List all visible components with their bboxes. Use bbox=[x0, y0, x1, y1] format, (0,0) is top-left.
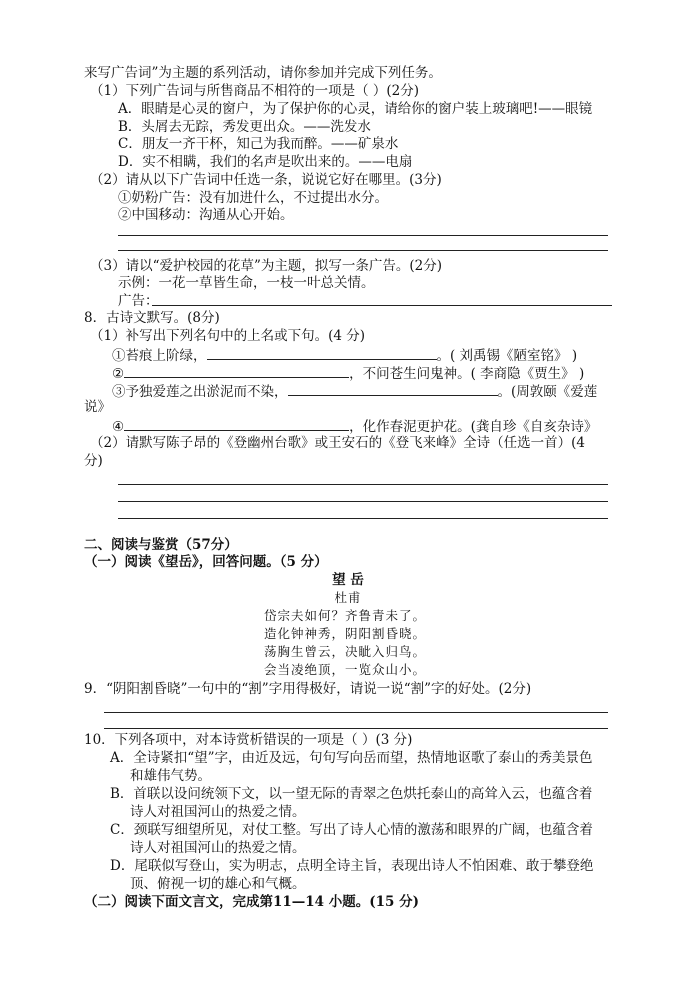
q8-sub1: （1）补写出下列名句中的上名或下句。(4 分) bbox=[90, 328, 366, 344]
q8-title: 8．古诗文默写。(8分) bbox=[84, 310, 220, 326]
q8-line-3-prompt: ③予独爱莲之出淤泥而不染， bbox=[112, 384, 288, 400]
q8-line-4 bbox=[112, 416, 597, 436]
q10-option-b-2: 诗人对祖国河山的热爱之情。 bbox=[130, 804, 306, 820]
q8-line-1-source: 。( 刘禹锡《陋室铭》 ) bbox=[436, 348, 578, 364]
intro-text: 来写广告词”为主题的系列活动，请你参加并完成下列任务。 bbox=[84, 65, 442, 81]
q10-option-d-2: 顶、俯视一切的雄心和气概。 bbox=[130, 876, 306, 892]
q2-answer-line-2[interactable] bbox=[118, 250, 608, 251]
q2-stem: （2）请从以下广告词中任选一条，说说它好在哪里。(3分) bbox=[90, 172, 442, 188]
q8-answer-line-3[interactable] bbox=[118, 518, 608, 519]
q8-answer-line-1[interactable] bbox=[118, 484, 608, 485]
q2-item-1: ①奶粉广告：没有加进什么，不过提出水分。 bbox=[118, 190, 388, 206]
q1-stem: （1）下列广告词与所售商品不相符的一项是（ ）(2分) bbox=[90, 83, 420, 99]
q1-option-d: D．实不相瞒，我们的名声是吹出来的。——电扇 bbox=[118, 154, 413, 170]
q8-line-2-source: ，不问苍生问鬼神。( 李商隐《贾生》 ) bbox=[349, 366, 585, 382]
q3-answer-label: 广告： bbox=[118, 293, 159, 309]
q10-option-b-1: B．首联以设问统领下文，以一望无际的青翠之色烘托泰山的高耸入云，也蕴含着 bbox=[110, 786, 593, 802]
q8-line-1-prompt: ①苔痕上阶绿， bbox=[112, 348, 207, 364]
q3-answer-line[interactable] bbox=[152, 305, 612, 306]
poem-line-4: 会当凌绝顶，一览众山小。 bbox=[264, 662, 427, 677]
q9-answer-line-1[interactable] bbox=[104, 712, 608, 713]
section2-title: 二、阅读与鉴赏（57分） bbox=[84, 537, 238, 553]
q8-line-4-source: ，化作春泥更护花。(龚自珍《自亥杂诗》 bbox=[349, 419, 598, 435]
q3-example: 示例：一花一草皆生命，一枝一叶总关情。 bbox=[118, 275, 375, 291]
q2-item-2: ②中国移动：沟通从心开始。 bbox=[118, 207, 294, 223]
q9-stem: 9．“阴阳割昏晓”一句中的“割”字用得极好，请说一说“割”字的好处。(2分) bbox=[84, 681, 532, 697]
q8-blank-4[interactable] bbox=[124, 416, 349, 431]
q8-blank-1[interactable] bbox=[207, 345, 437, 360]
poem-line-3: 荡胸生曾云，决眦入归鸟。 bbox=[264, 644, 427, 659]
q8-line-3-cont: 说》 bbox=[84, 399, 111, 415]
q8-blank-3[interactable] bbox=[288, 381, 498, 396]
q8-line-2 bbox=[112, 363, 584, 383]
q10-option-c-1: C．颈联写细望所见，对仗工整。写出了诗人心情的激荡和眼界的广阔，也蕴含着 bbox=[110, 822, 593, 838]
q10-option-c-2: 诗人对祖国河山的热爱之情。 bbox=[130, 840, 306, 856]
q10-option-a-2: 和雄伟气势。 bbox=[130, 768, 211, 784]
q1-option-a: A．眼睛是心灵的窗户，为了保护你的心灵，请给你的窗户装上玻璃吧!——眼镜 bbox=[118, 101, 593, 117]
q8-blank-2[interactable] bbox=[124, 363, 349, 378]
q8-line-2-num: ② bbox=[112, 366, 125, 382]
poem-line-2: 造化钟神秀，阴阳割昏晓。 bbox=[264, 626, 427, 641]
q1-option-c: C．朋友一齐干杯，知己为我而醉。——矿泉水 bbox=[118, 136, 399, 152]
section2-part1: （一）阅读《望岳》，回答问题。（5 分） bbox=[84, 554, 328, 570]
q10-option-d-1: D．尾联似写登山，实为明志，点明全诗主旨，表现出诗人不怕困难、敢于攀登绝 bbox=[110, 858, 594, 874]
section2-part2: （二）阅读下面文言文，完成第11—14 小题。(15 分) bbox=[84, 894, 420, 910]
q10-stem: 10．下列各项中，对本诗赏析错误的一项是（ ）(3 分) bbox=[84, 732, 413, 748]
q10-option-a-1: A．全诗紧扣“望”字，由近及远，句句写向岳而望，热情地讴歌了泰山的秀美景色 bbox=[110, 750, 593, 766]
q1-option-b: B．头屑去无踪，秀发更出众。——洗发水 bbox=[118, 119, 371, 135]
q8-line-3 bbox=[112, 381, 597, 401]
q3-stem: （3）请以“爱护校园的花草”为主题，拟写一条广告。(2分) bbox=[90, 258, 443, 274]
q8-sub2-line-2: 分) bbox=[84, 453, 103, 469]
q8-sub2-line-1: （2）请默写陈子昂的《登幽州台歌》或王安石的《登飞来峰》全诗（任选一首）(4 bbox=[90, 435, 585, 451]
q8-answer-line-2[interactable] bbox=[118, 501, 608, 502]
poem-author: 杜甫 bbox=[334, 590, 362, 605]
poem-line-1: 岱宗夫如何？齐鲁青未了。 bbox=[264, 608, 427, 623]
poem-title: 望 岳 bbox=[332, 572, 364, 588]
q8-line-1 bbox=[112, 345, 577, 365]
q8-line-3-source: 。(周敦颐《爱莲 bbox=[497, 384, 598, 400]
q8-line-4-num: ④ bbox=[112, 419, 125, 435]
q2-answer-line-1[interactable] bbox=[118, 235, 608, 236]
q9-answer-line-2[interactable] bbox=[104, 728, 608, 729]
